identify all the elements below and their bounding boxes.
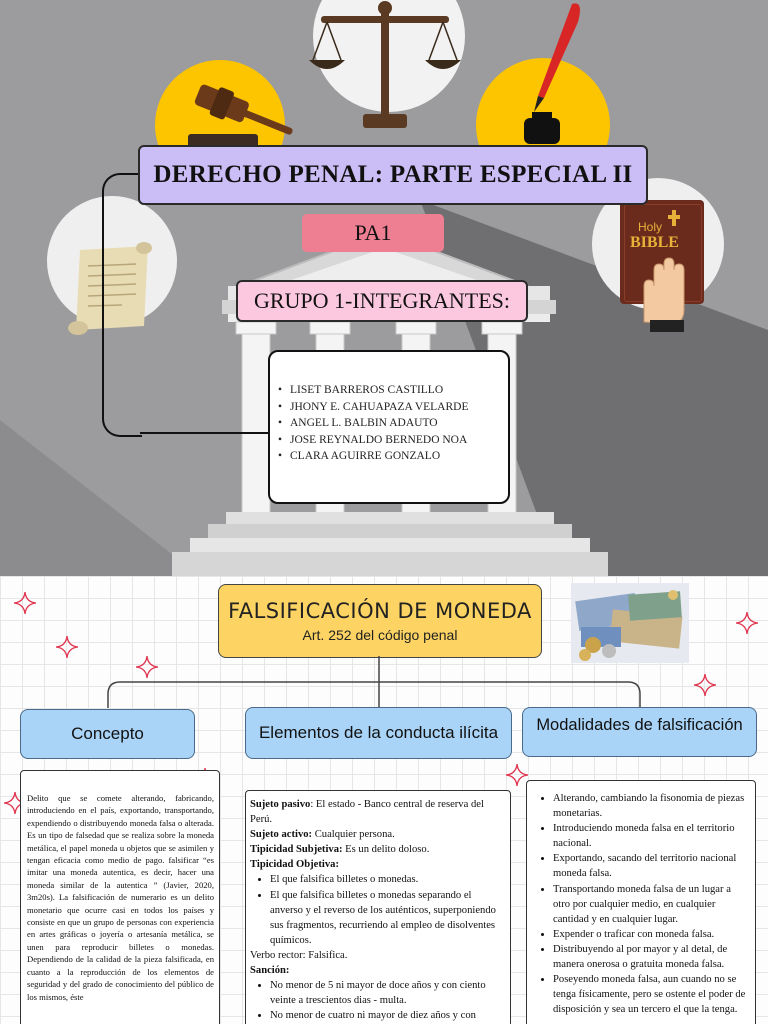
sancion-label: [250, 963, 504, 978]
member-item: • ANGEL L. BALBIN ADAUTO: [290, 415, 508, 432]
sujeto-pasivo-text: : El estado - Banco central de reserva del Perú.: [250, 799, 484, 826]
sparkle-icon: [506, 764, 528, 786]
elementos-text-box: [245, 790, 511, 1024]
connector-line: [102, 173, 142, 437]
member-item: • JHONY E. CAHUAPAZA VELARDE: [290, 399, 508, 416]
tipicidad-objetiva-label: [250, 857, 504, 872]
member-item: • CLARA AGUIRRE GONZALO: [290, 448, 508, 465]
concepto-text-box: Delito que se comete alterando, fabricando, introduciendo en el país, exportando, transportando, expendiendo o distribuyendo moneda falsa o alterada. Es un tipo de falsedad que se realiza sobre la moneda metálica, el papel moneda u objetos que se asimilen y tengan eficacia como medio de pago. falsificar “es imitar una moneda autentica, es decir, hacer una moneda similar de la autentica ” (Javier, 2020, 3m20s). La falsificación de numerario es un delito monetario que ocurre casi en todos los países y consiste en que un grupo de personas con experiencia en artes gráficas o joyería o artesanía metálica, se unen para reproducir billetes o monedas. Dependiendo de la calidad de la pieza falsificada, en cuanto a la reproducción de los elementos de seguridad y del grado de conocimiento del público de los mismos, éste: [20, 770, 220, 1024]
sujeto-pasivo-label: Sujeto pasivo: [250, 799, 311, 810]
member-item: • LISET BARREROS CASTILLO: [290, 382, 508, 399]
modalidades-list: [531, 791, 749, 1017]
tipicidad-subjetiva-text: Es un delito doloso.: [342, 844, 430, 856]
sancion-list: [250, 978, 504, 1023]
list-item: • El que falsifica billetes o monedas.: [270, 872, 504, 887]
sujeto-activo-label: Sujeto activo:: [250, 829, 313, 841]
bible-title-line2: BIBLE: [630, 234, 679, 251]
assignment-code: PA1: [302, 214, 444, 252]
tipicidad-subjetiva-label: Tipicidad Subjetiva:: [250, 844, 343, 856]
sancion-label-text: Sanción:: [250, 965, 290, 977]
list-item: • El que falsifica billetes o monedas separando el anverso y el reverso de los auténticos, superponiendo sus fragmentos, recurriendo al empleo de disolventes químicos.: [270, 888, 504, 948]
course-title: DERECHO PENAL: PARTE ESPECIAL II: [138, 145, 648, 205]
list-item: • No menor de 5 ni mayor de doce años y con ciento veinte a trescientos dias - multa.: [270, 978, 504, 1008]
tipicidad-objetiva-label-text: Tipicidad Objetiva:: [250, 859, 339, 871]
list-item: • Alterando, cambiando la fisonomia de piezas monetarias.: [553, 791, 749, 821]
category-modalidades: Modalidades de falsificación: [522, 707, 757, 757]
tipicidad-objetiva-list: [250, 872, 504, 947]
list-item: • No menor de cuatro ni mayor de diez años y con: [270, 1008, 504, 1023]
bible-title-line1: Holy: [638, 220, 663, 234]
mindmap-connectors: [0, 576, 768, 716]
main-topic-title: FALSIFICACIÓN DE MONEDA: [228, 599, 532, 623]
category-concepto: Concepto: [20, 709, 195, 759]
sujeto-activo-text: Cualquier persona.: [312, 829, 395, 841]
category-elementos: Elementos de la conducta ilícita: [245, 707, 512, 759]
list-item: • Distribuyendo al por mayor y al detal, de manera onerosa o gratuita moneda falsa.: [553, 942, 749, 972]
members-list: [270, 352, 508, 465]
list-item: • Expender o traficar con moneda falsa.: [553, 927, 749, 942]
mindmap-section: [0, 576, 768, 1024]
group-title: GRUPO 1-INTEGRANTES:: [236, 280, 528, 322]
list-item: • Transportando moneda falsa de un lugar a otro por cualquier medio, en cualquier cantidad y en cualquier lugar.: [553, 882, 749, 927]
main-topic-subtitle: Art. 252 del código penal: [302, 627, 458, 643]
member-item: • JOSE REYNALDO BERNEDO NOA: [290, 432, 508, 449]
list-item: • Exportando, sacando del territorio nacional moneda falsa.: [553, 851, 749, 881]
sujeto-activo-line: [250, 827, 504, 842]
sujeto-pasivo-line: [250, 797, 504, 827]
list-item: • Introduciendo moneda falsa en el territorio nacional.: [553, 821, 749, 851]
members-list-box: [268, 350, 510, 504]
verbo-rector-line: Verbo rector: Falsifica.: [250, 949, 348, 961]
tipicidad-subjetiva-line: [250, 842, 504, 857]
modalidades-text-box: [526, 780, 756, 1024]
list-item: • Poseyendo moneda falsa, aun cuando no se tenga físicamente, pero se ostente el poder de disposición y sea un tercero el que la tenga.: [553, 972, 749, 1017]
